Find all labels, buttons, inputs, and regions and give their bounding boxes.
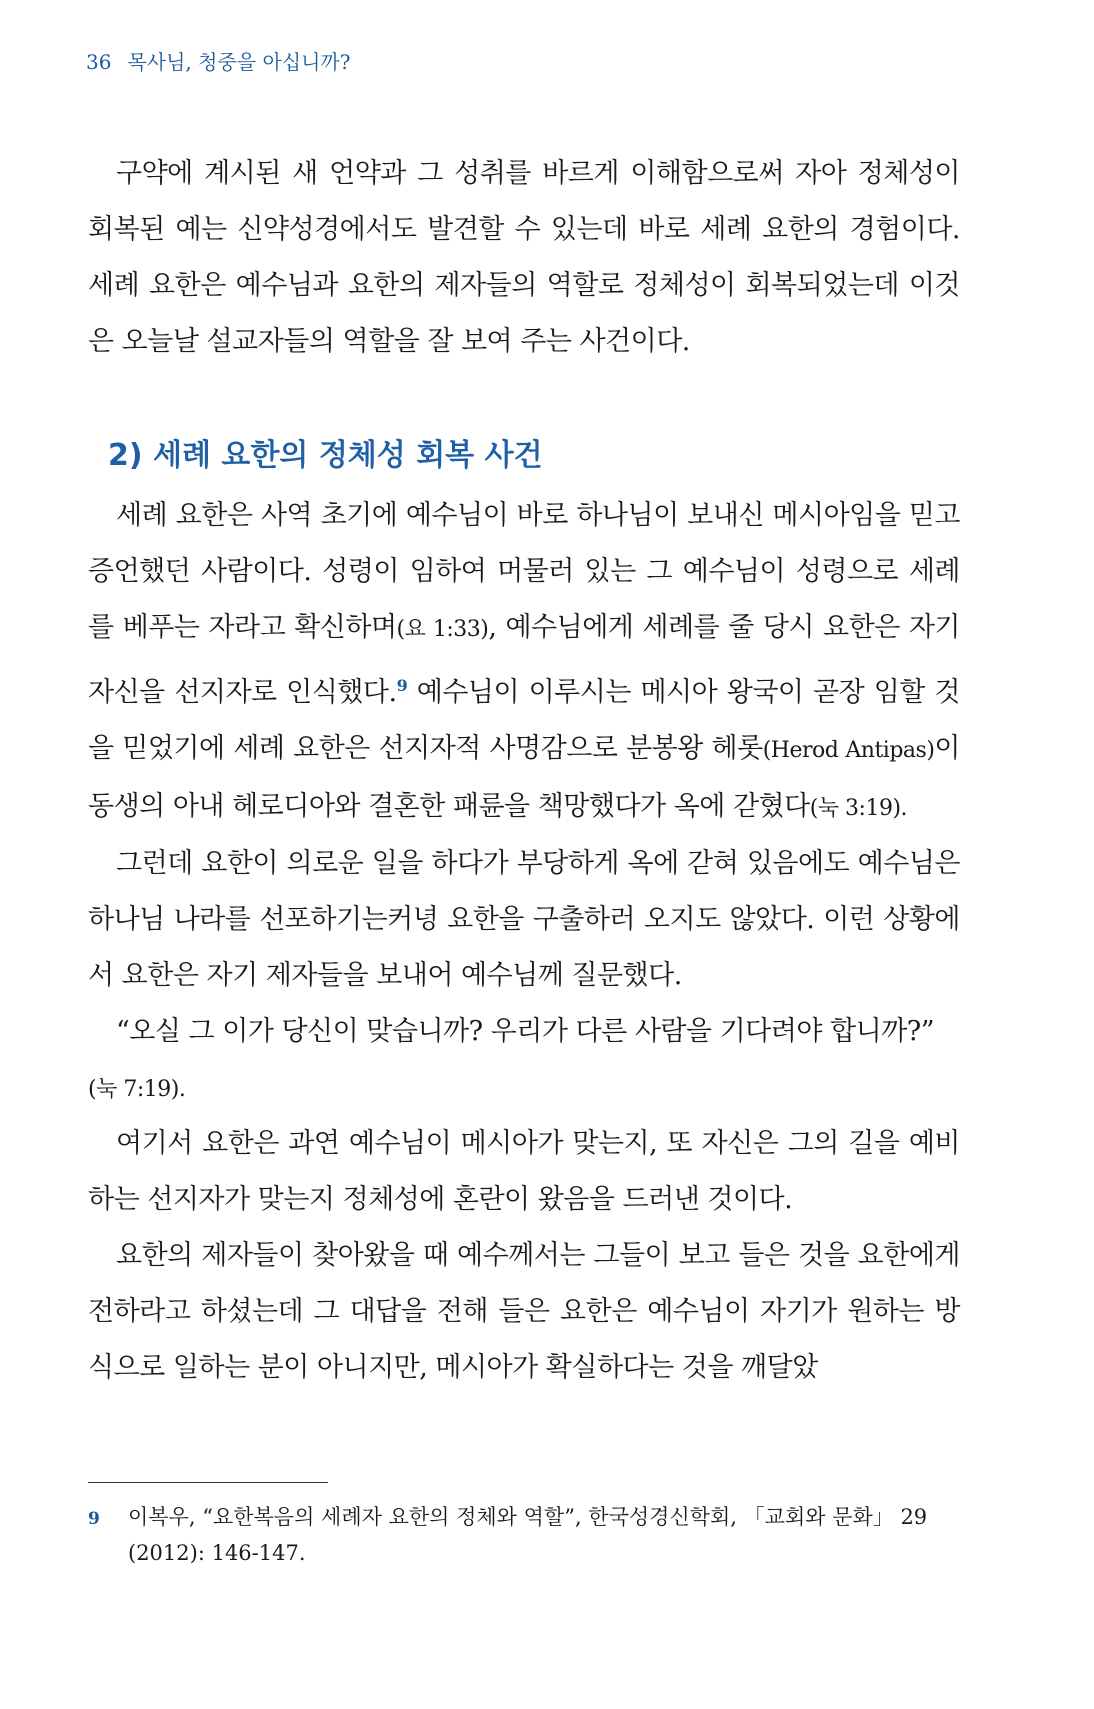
paragraph-confusion: 여기서 요한은 과연 예수님이 메시아가 맞는지, 또 자신은 그의 길을 예비하는 선지자가 맞는지 정체성에 혼란이 왔음을 드러낸 것이다.: [88, 1128, 960, 1215]
footnote-text-line2: (2012): 146-147.: [128, 1541, 306, 1565]
running-title: 목사님, 청중을 아십니까?: [127, 50, 351, 74]
page-number: 36: [86, 50, 112, 74]
footnote-marker: 9: [396, 676, 408, 695]
section-heading: 2) 세례 요한의 정체성 회복 사건: [108, 438, 543, 473]
paragraph-intro: 구약에 계시된 새 언약과 그 성취를 바르게 이해함으로써 자아 정체성이 회복된 예는 신약성경에서도 발견할 수 있는데 바로 세례 요한의 경험이다. 세례 요한은 예수님과 요한의 제자들의 역할로 정체성이 회복되었는데 이것은 오늘날 설교자들의 역할을 잘 보여 주는 사건이다.: [88, 158, 960, 357]
footnote-number: 9: [88, 1509, 100, 1529]
scripture-ref: (눅 3:19).: [809, 796, 908, 821]
paragraph-quote: “오실 그 이가 당신이 맞습니까? 우리가 다른 사람을 기다려야 합니까?” (눅 7:19).: [88, 1016, 935, 1102]
footnote-text-line1: 이복우, “요한복음의 세례자 요한의 정체와 역할”, 한국성경신학회, 「교회와 문화」 29: [128, 1505, 928, 1529]
footnote-divider: [88, 1482, 328, 1483]
paragraph-john-identity: 세례 요한은 사역 초기에 예수님이 바로 하나님이 보내신 메시아임을 믿고 증언했던 사람이다. 성령이 임하여 머물러 있는 그 예수님이 성령으로 세례를 베푸는 자라고 확신하며(요 1:33), 예수님에게 세례를 줄 당시 요한은 자기 자신을 선지자로 인식했다.$^9$ 예수님이 이루시는 메시아 왕국이 곧장 임할 것을 믿었기에 세례 요한은 선지자적 사명감으로 분봉왕 헤롯(Herod Antipas)이 동생의 아내 헤로디아와 결혼한 패륜을 책망했다가 옥에 갇혔다(눅 3:19).: [88, 500, 961, 822]
paragraph-prison: 그런데 요한이 의로운 일을 하다가 부당하게 옥에 갇혀 있음에도 예수님은 하나님 나라를 선포하기는커녕 요한을 구출하러 오지도 않았다. 이런 상황에서 요한은 자기 제자들을 보내어 예수님께 질문했다.: [88, 848, 960, 991]
running-header: [86, 46, 350, 75]
paragraph-realization: 요한의 제자들이 찾아왔을 때 예수께서는 그들이 보고 들은 것을 요한에게 전하라고 하셨는데 그 대답을 전해 들은 요한은 예수님이 자기가 원하는 방식으로 일하는 분이 아니지만, 메시아가 확실하다는 것을 깨달았: [88, 1240, 960, 1383]
herod-name: (Herod Antipas): [762, 738, 935, 763]
scripture-ref: (눅 7:19).: [88, 1077, 186, 1102]
footnote: [88, 1500, 960, 1570]
scripture-ref: (요 1:33): [396, 617, 489, 642]
